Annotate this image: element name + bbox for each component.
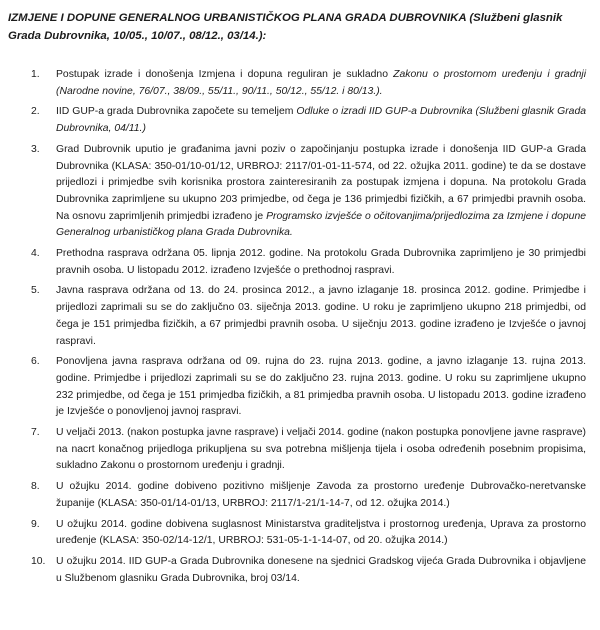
list-item (0, 283, 600, 350)
list-item-text: IID GUP-a grada Dubrovnika započete su temeljem (56, 106, 297, 118)
list-item-text: Postupak izrade i donošenja Izmjena i dopuna reguliran je sukladno (56, 69, 394, 80)
list-item-text: Ponovljena javna rasprava održana od 09. rujna do 23. rujna 2013. godine, a javno izlaganje 13. rujna 2013. godine. Primjedbe i prijedlozi zaprimali su se do zaključno 23. rujna 2013. godine. U roku su zaprimljene ukupno 232 primjedbe, od čega je 151 primjedba fizičkih, a 81 primjedba pravnih osoba. U listopadu 2013. godine izrađeno je Izvješće o ponovljenoj javnoj raspravi. (56, 356, 586, 418)
list-item-citation: Programsko izvješće o očitovanjima/prijedlozima za Izmjene i dopune Generalnog urbanističkog plana Grada Dubrovnika. (56, 210, 587, 239)
list-item (0, 479, 600, 512)
list-item (0, 354, 600, 421)
list-item-text: Javna rasprava održana od 13. do 24. prosinca 2012., a javno izlaganje 18. prosinca 2012. godine. Primjedbe i prijedlozi zaprimali su se do zaključno 03. siječnja 2013. godine. U roku je zaprimljeno ukupno 218 primjedbi, od čega je 151 primjedba fizičkih, a 67 primjedbi pravnih osoba. U siječnju 2013. godine izrađeno je Izvješće o javnoj raspravi. (56, 285, 586, 347)
list-item-text: U ožujku 2014. godine dobiveno pozitivno mišljenje Zavoda za prostorno uređenje Dubrovačko-neretvanske županije (KLASA: 350-01/14-01/13, URBROJ: 2117/1-21/1-14-7, od 12. ožujka 2014.) (56, 481, 586, 509)
list-item (0, 67, 600, 100)
list-item-number: 4. (31, 248, 40, 260)
list-item-number: 5. (31, 285, 40, 297)
list-item-number: 2. (31, 106, 40, 118)
list-item (0, 104, 600, 137)
list-item-citation: Zakonu o prostornom uređenju i gradnji (Narodne novine, 76/07., 38/09., 55/11., 90/11., 50/12., 55/12. i 80/13.). (56, 69, 586, 97)
list-item-text: U ožujku 2014. godine dobivena suglasnost Ministarstva graditeljstva i prostornog uređenja, Uprava za prostorno uređenje (KLASA: 350-02/14-12/1, URBROJ: 531-05-1-1-14-07, od 20. ožujka 2014.) (56, 518, 586, 547)
list-item (0, 246, 600, 279)
list-item-text: U ožujku 2014. IID GUP-a Grada Dubrovnika donesene na sjednici Gradskog vijeća Grada Dubrovnika i objavljene u Službenom glasniku Grada Dubrovnika, broj 03/14. (56, 555, 586, 584)
list-item-citation: Odluke o izradi IID GUP-a Dubrovnika (Službeni glasnik Grada Dubrovnika, 04/11.) (56, 106, 586, 135)
list-item-number: 8. (31, 481, 40, 493)
list-item-text: Prethodna rasprava održana 05. lipnja 2012. godine. Na protokolu Grada Dubrovnika zaprimljeno je 30 primjedbi pravnih osoba. U listopadu 2012. izrađeno Izvješće o prethodnoj raspravi. (56, 248, 586, 276)
list-item-number: 3. (31, 143, 40, 155)
list-item (0, 142, 600, 242)
list-item-number: 9. (31, 518, 40, 530)
document-heading: IZMJENE I DOPUNE GENERALNOG URBANISTIČKOG PLANA GRADA DUBROVNIKA (Službeni glasnik Grada Dubrovnika, 10/05., 10/07., 08/12., 03/14.): (8, 12, 563, 42)
list-item-number: 6. (31, 356, 40, 368)
list-item-number: 10. (31, 555, 46, 567)
list-item-text: U veljači 2013. (nakon postupka javne rasprave) i veljači 2014. godine (nakon postupka ponovljene javne rasprave) na nacrt konačnog prijedloga prikupljena su sva potrebna mišljenja tijela i osoba određenih posebnim propisima, sukladno Zakonu o prostornom uređenju i gradnji. (56, 427, 586, 472)
list-item-number: 1. (31, 69, 40, 80)
list-item (0, 425, 600, 475)
list-item-text: Grad Dubrovnik uputio je građanima javni poziv o započinjanju postupka izrade i donošenja IID GUP-a Grada Dubrovnika (KLASA: 350-01/10-01/12, URBROJ: 2117/01-01-11-574, od 22. ožujka 2011. godine) te da se dostave prijedlozi i primjedbe svih korisnika prostora zainteresiranih za postupak izmjena i dopuna. Na protokolu Grada Dubrovnika zaprimljene su ukupno 203 primjedbe, od čega je 136 primjedbi fizičkih, a 67 primjedbi pravnih osoba. Na osnovu zaprimljenih primjedbi izrađeno je (56, 143, 586, 222)
list-item (0, 517, 600, 550)
numbered-list (0, 67, 600, 591)
list-item (0, 554, 600, 587)
list-item-number: 7. (31, 427, 40, 439)
